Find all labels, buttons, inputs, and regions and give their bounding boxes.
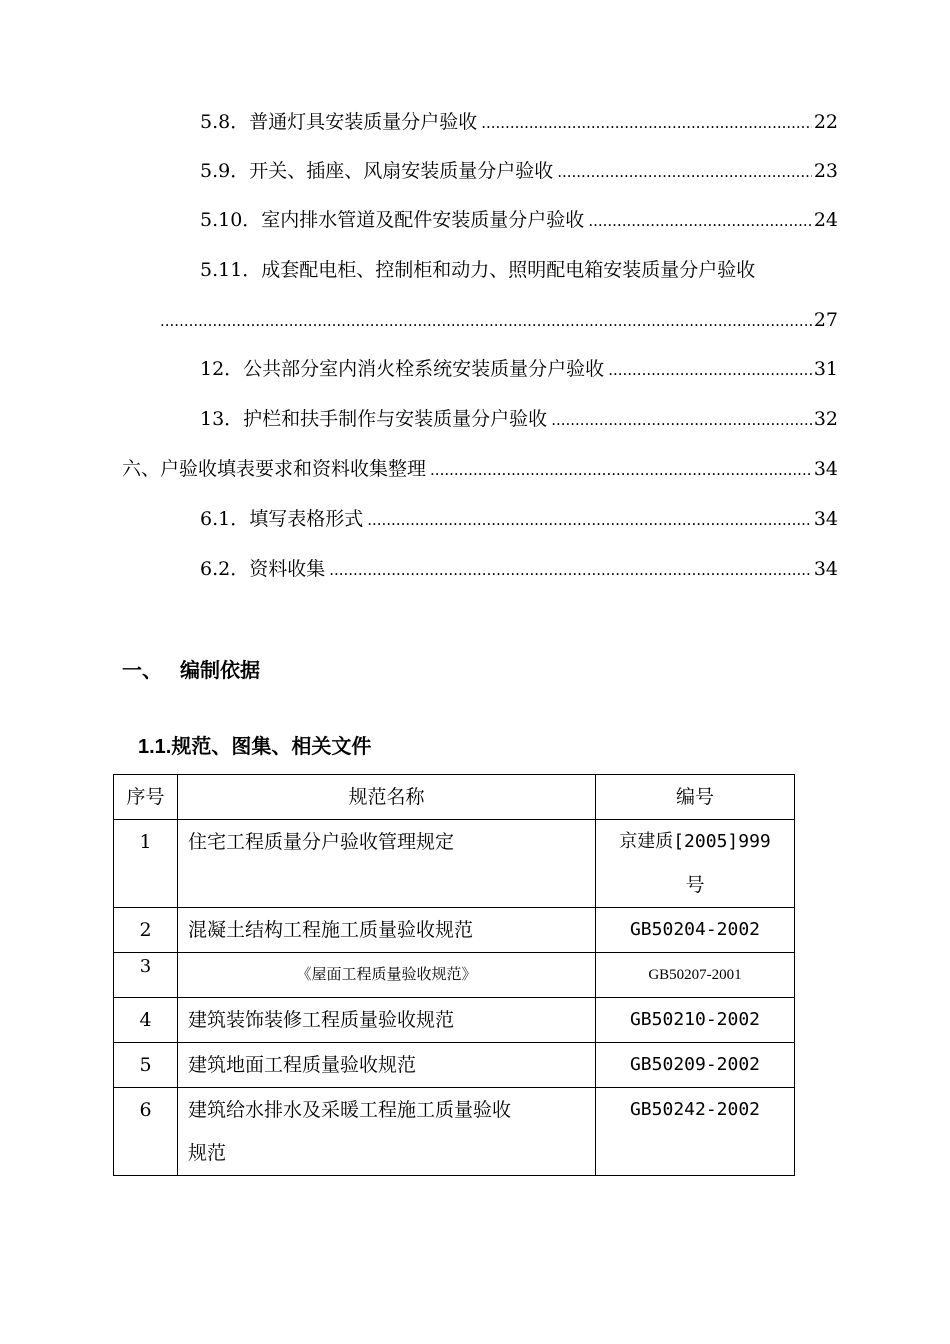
section-number: 一、 (122, 660, 162, 682)
toc-page: 34 (813, 508, 838, 530)
toc-entry-5-10[interactable] (200, 206, 838, 234)
cell-code: GB50204-2002 (596, 908, 795, 953)
cell-no: 3 (114, 953, 178, 998)
name-line: 建筑给水排水及采暖工程施工质量验收 (188, 1099, 512, 1121)
cell-name: 建筑地面工程质量验收规范 (178, 1043, 596, 1088)
toc-label: 12．公共部分室内消火栓系统安装质量分户验收 (200, 358, 605, 380)
cell-code: GB50209-2002 (596, 1043, 795, 1088)
toc-page: 23 (813, 160, 838, 182)
toc-entry-5-9[interactable] (200, 157, 838, 185)
cell-name: 建筑装饰装修工程质量验收规范 (178, 998, 596, 1043)
toc-page: 24 (813, 209, 838, 231)
toc-label: 6.2．资料收集 (200, 558, 326, 580)
toc-entry-5-11-leader[interactable] (160, 306, 838, 334)
cell-no: 2 (114, 908, 178, 953)
cell-no: 1 (114, 820, 178, 908)
name-line: 规范 (188, 1142, 227, 1164)
cell-no: 6 (114, 1088, 178, 1176)
table-row (114, 820, 795, 908)
cell-name: 《屋面工程质量验收规范》 (178, 953, 596, 998)
toc-leader (367, 506, 812, 534)
cell-code: GB50242-2002 (596, 1088, 795, 1176)
toc-entry-13[interactable] (200, 405, 838, 433)
standards-table (113, 774, 795, 1176)
toc-entry-12[interactable] (200, 355, 838, 383)
toc-leader (430, 456, 812, 484)
cell-name (178, 1088, 596, 1176)
cell-no: 5 (114, 1043, 178, 1088)
toc-page: 32 (813, 408, 838, 430)
cell-name: 住宅工程质量分户验收管理规定 (178, 820, 596, 908)
cell-code: GB50207-2001 (596, 953, 795, 998)
header-no: 序号 (114, 775, 178, 820)
toc-leader (557, 158, 812, 186)
code-line: 号 (685, 874, 705, 896)
table-row (114, 953, 795, 998)
table-row (114, 1088, 795, 1176)
toc-leader (481, 109, 812, 137)
toc-page: 31 (813, 358, 838, 380)
section-heading (122, 656, 260, 686)
table-row (114, 998, 795, 1043)
toc-leader (551, 406, 812, 434)
toc-leader (608, 356, 812, 384)
toc-page: 34 (813, 558, 838, 580)
cell-code (596, 820, 795, 908)
toc-entry-5-8[interactable] (200, 108, 838, 136)
toc-entry-6-2[interactable] (200, 555, 838, 583)
toc-page: 27 (813, 309, 838, 331)
table-row (114, 908, 795, 953)
header-code: 编号 (596, 775, 795, 820)
toc-page: 34 (813, 458, 838, 480)
table-row (114, 1043, 795, 1088)
cell-no: 4 (114, 998, 178, 1043)
toc-label: 13．护栏和扶手制作与安装质量分户验收 (200, 408, 548, 430)
toc-leader (588, 207, 812, 235)
toc-label: 5.9．开关、插座、风扇安装质量分户验收 (200, 160, 554, 182)
toc-label: 户验收填表要求和资料收集整理 (160, 458, 427, 480)
toc-label: 5.11．成套配电柜、控制柜和动力、照明配电箱安装质量分户验收 (200, 259, 756, 281)
cell-code: GB50210-2002 (596, 998, 795, 1043)
subsection-heading: 1.1.规范、图集、相关文件 (138, 736, 372, 758)
cell-name: 混凝土结构工程施工质量验收规范 (178, 908, 596, 953)
code-line: 京建质[2005]999 (619, 831, 771, 852)
table-header-row (114, 775, 795, 820)
toc-label: 6.1．填写表格形式 (200, 508, 364, 530)
toc-leader (329, 556, 812, 584)
toc-label: 5.10．室内排水管道及配件安装质量分户验收 (200, 209, 585, 231)
toc-page: 22 (813, 111, 838, 133)
toc-number: 六、 (122, 458, 161, 480)
section-title: 编制依据 (180, 660, 260, 682)
toc-entry-5-11-label[interactable] (200, 256, 850, 284)
toc-label: 5.8．普通灯具安装质量分户验收 (200, 111, 478, 133)
toc-entry-6[interactable] (122, 455, 838, 483)
header-name: 规范名称 (178, 775, 596, 820)
toc-leader (160, 307, 812, 335)
toc-entry-6-1[interactable] (200, 505, 838, 533)
